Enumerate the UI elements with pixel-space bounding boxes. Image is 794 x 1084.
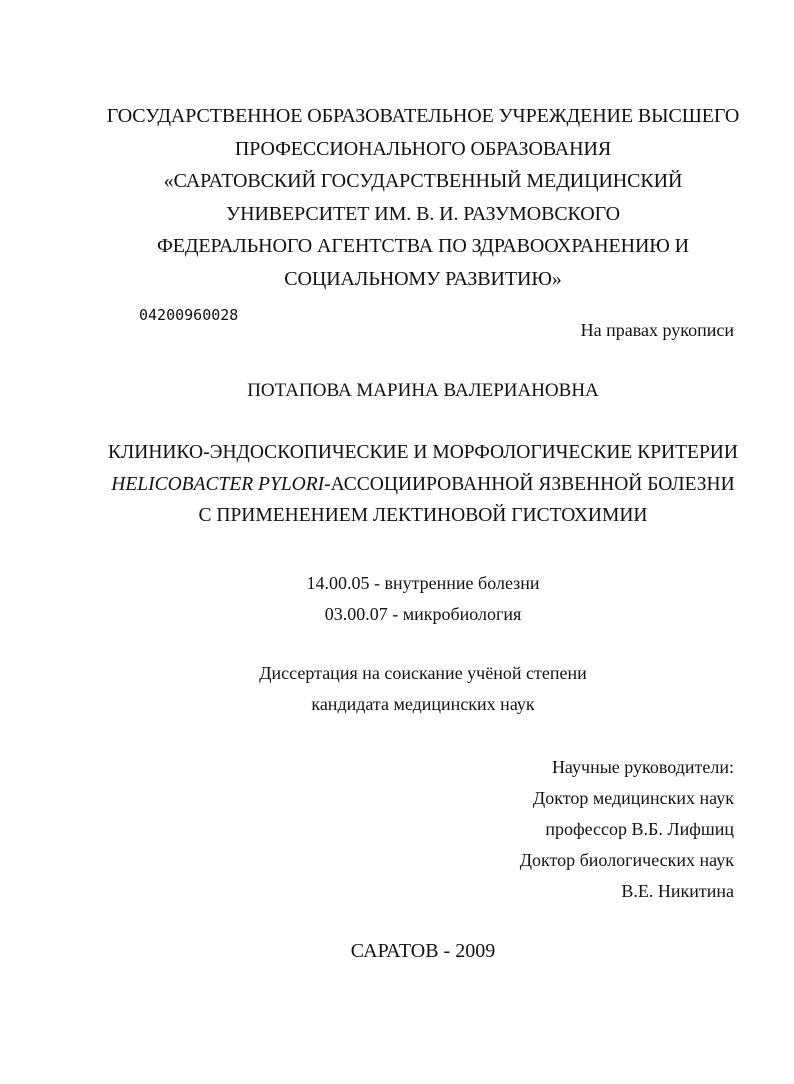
specialty-line: 14.00.05 - внутренние болезни xyxy=(306,573,540,593)
supervisors-heading: Научные руководители: xyxy=(551,757,734,777)
institution-header xyxy=(60,100,786,296)
specialties xyxy=(60,568,786,630)
degree-statement xyxy=(60,658,786,720)
dissertation-title xyxy=(60,437,786,532)
degree-line-1: Диссертация на соискание учёной степени xyxy=(259,663,587,683)
institution-line: УНИВЕРСИТЕТ ИМ. В. И. РАЗУМОВСКОГО xyxy=(226,202,620,225)
supervisor-line: профессор В.Б. Лифшиц xyxy=(545,819,734,839)
title-line-2 xyxy=(60,469,786,501)
author-name: ПОТАПОВА МАРИНА ВАЛЕРИАНОВНА xyxy=(247,380,599,401)
specialty-line: 03.00.07 - микробиология xyxy=(324,604,522,624)
supervisor-line: В.Е. Никитина xyxy=(621,881,734,901)
stamp-code: 04200960028 xyxy=(139,306,239,324)
institution-line: СОЦИАЛЬНОМУ РАЗВИТИЮ» xyxy=(284,267,562,290)
city-year: САРАТОВ - 2009 xyxy=(350,940,496,962)
supervisors-block xyxy=(520,752,734,907)
title-rest-part: -АССОЦИИРОВАННОЙ ЯЗВЕННОЙ БОЛЕЗНИ xyxy=(324,473,735,495)
institution-line: ФЕДЕРАЛЬНОГО АГЕНТСТВА ПО ЗДРАВООХРАНЕНИЮ И xyxy=(157,235,689,258)
institution-line: ГОСУДАРСТВЕННОЕ ОБРАЗОВАТЕЛЬНОЕ УЧРЕЖДЕНИЕ ВЫСШЕГО xyxy=(106,105,740,127)
supervisor-line: Доктор медицинских наук xyxy=(532,788,734,808)
institution-line: «САРАТОВСКИЙ ГОСУДАРСТВЕННЫЙ МЕДИЦИНСКИЙ xyxy=(163,170,683,193)
rights-note: На правах рукописи xyxy=(580,320,734,340)
title-line-1: КЛИНИКО-ЭНДОСКОПИЧЕСКИЕ И МОРФОЛОГИЧЕСКИЕ КРИТЕРИИ xyxy=(108,442,738,463)
institution-line: ПРОФЕССИОНАЛЬНОГО ОБРАЗОВАНИЯ xyxy=(234,137,612,160)
degree-line-2: кандидата медицинских наук xyxy=(311,694,535,714)
supervisor-line: Доктор биологических наук xyxy=(519,850,734,870)
title-italic-part: HELICOBACTER PYLORI xyxy=(111,473,325,495)
title-line-3: С ПРИМЕНЕНИЕМ ЛЕКТИНОВОЙ ГИСТОХИМИИ xyxy=(198,505,648,526)
